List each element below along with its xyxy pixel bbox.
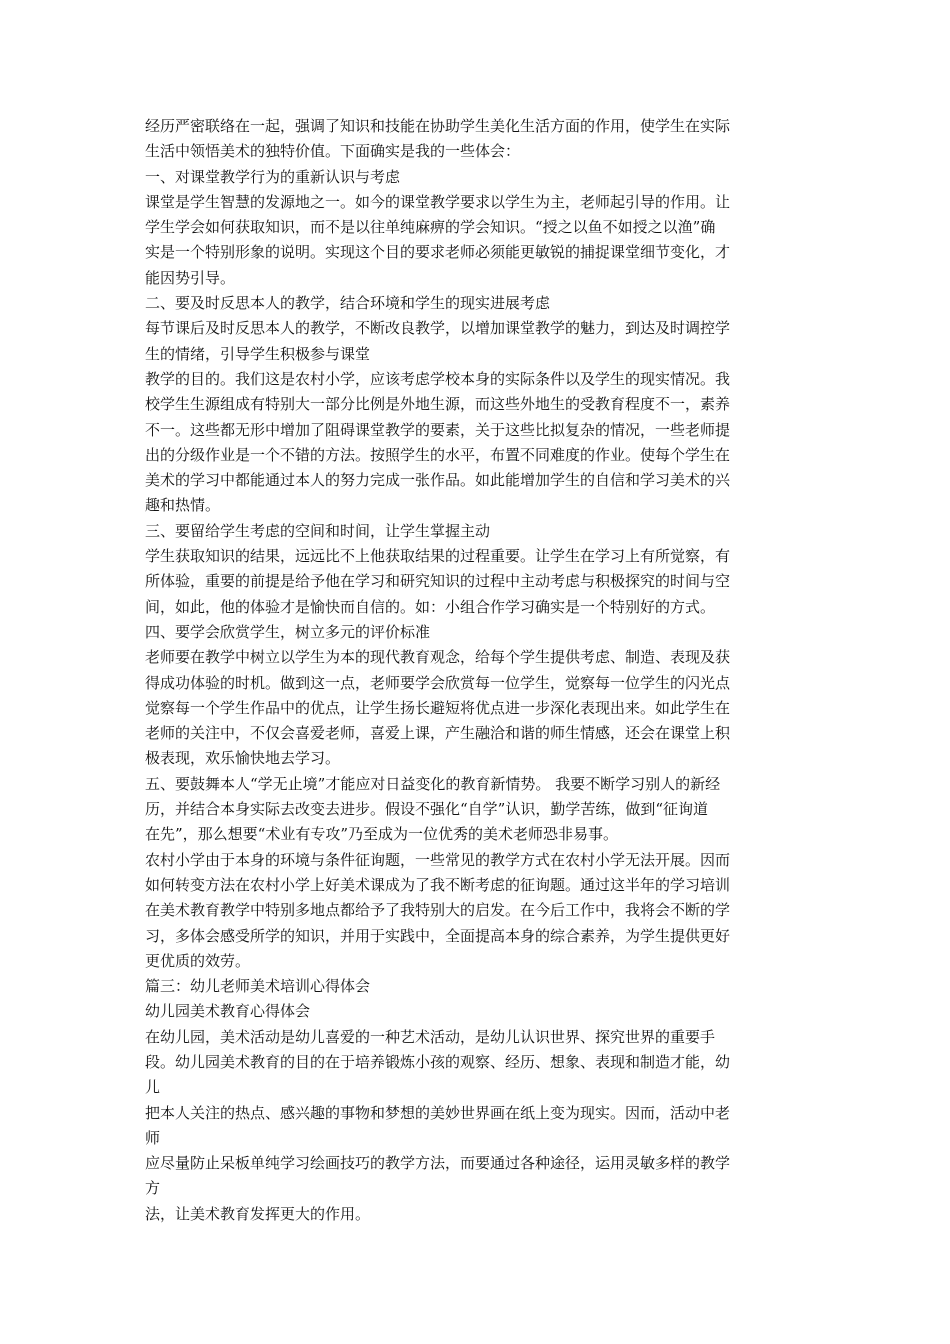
text-line: 不一。这些都无形中增加了阻碍课堂教学的要素，关于这些比拟复杂的情况，一些老师提 bbox=[145, 420, 731, 439]
text-line: 把本人关注的热点、感兴趣的事物和梦想的美妙世界画在纸上变为现实。因而，活动中老 bbox=[145, 1103, 731, 1122]
text-line: 实是一个特别形象的说明。实现这个目的要求老师必须能更敏锐的捕捉课堂细节变化，才 bbox=[145, 243, 731, 262]
text-line: 教学的目的。我们这是农村小学，应该考虑学校本身的实际条件以及学生的现实情况。我 bbox=[145, 369, 731, 388]
text-line: 法，让美术教育发挥更大的作用。 bbox=[145, 1204, 371, 1223]
text-line: 得成功体验的时机。做到这一点，老师要学会欣赏每一位学生，觉察每一位学生的闪光点 bbox=[145, 673, 731, 692]
text-line: 老师的关注中，不仅会喜爱老师，喜爱上课，产生融洽和谐的师生情感，还会在课堂上积 bbox=[145, 724, 731, 743]
text-line: 生的情绪，引导学生积极参与课堂 bbox=[145, 344, 371, 363]
text-line: 幼儿园美术教育心得体会 bbox=[145, 1002, 311, 1021]
text-line: 老师要在教学中树立以学生为本的现代教育观念，给每个学生提供考虑、制造、表现及获 bbox=[145, 648, 731, 667]
text-line: 历，并结合本身实际去改变去进步。假设不强化“自学”认识，勤学苦练，做到“征询道 bbox=[145, 800, 709, 819]
text-line: 段。幼儿园美术教育的目的在于培养锻炼小孩的观察、经历、想象、表现和制造才能，幼 bbox=[145, 1052, 731, 1071]
text-line: 篇三：幼儿老师美术培训心得体会 bbox=[145, 977, 371, 996]
text-line: 学生学会如何获取知识，而不是以往单纯麻痹的学会知识。“授之以鱼不如授之以渔”确 bbox=[145, 218, 716, 237]
text-line: 校学生生源组成有特别大一部分比例是外地生源，而这些外地生的受教育程度不一，素养 bbox=[145, 395, 731, 414]
text-line: 习，多体会感受所学的知识，并用于实践中，全面提高本身的综合素养，为学生提供更好 bbox=[145, 926, 731, 945]
text-line: 儿 bbox=[145, 1078, 161, 1097]
text-line: 觉察每一个学生作品中的优点，让学生扬长避短将优点进一步深化表现出来。如此学生在 bbox=[145, 698, 731, 717]
text-line: 农村小学由于本身的环境与条件征询题，一些常见的教学方式在农村小学无法开展。因而 bbox=[145, 850, 731, 869]
text-line: 五、要鼓舞本人“学无止境”才能应对日益变化的教育新情势。 我要不断学习别人的新经 bbox=[145, 774, 721, 793]
text-line: 学生获取知识的结果，远远比不上他获取结果的过程重要。让学生在学习上有所觉察，有 bbox=[145, 547, 731, 566]
document-body bbox=[145, 114, 815, 1227]
text-line: 所体验，重要的前提是给予他在学习和研究知识的过程中主动考虑与积极探究的时间与空 bbox=[145, 572, 731, 591]
text-line: 课堂是学生智慧的发源地之一。如今的课堂教学要求以学生为主，老师起引导的作用。让 bbox=[145, 192, 731, 211]
text-line: 二、要及时反思本人的教学，结合环境和学生的现实进展考虑 bbox=[145, 294, 551, 313]
text-line: 应尽量防止呆板单纯学习绘画技巧的教学方法，而要通过各种途径，运用灵敏多样的教学 bbox=[145, 1154, 731, 1173]
text-line: 趣和热情。 bbox=[145, 496, 221, 515]
text-line: 方 bbox=[145, 1179, 161, 1198]
text-line: 出的分级作业是一个不错的方法。按照学生的水平，布置不同难度的作业。使每个学生在 bbox=[145, 445, 731, 464]
text-line: 能因势引导。 bbox=[145, 268, 236, 287]
text-line: 在幼儿园，美术活动是幼儿喜爱的一种艺术活动，是幼儿认识世界、探究世界的重要手 bbox=[145, 1027, 716, 1046]
text-line: 更优质的效劳。 bbox=[145, 951, 251, 970]
text-line: 在先”，那么想要“术业有专攻”乃至成为一位优秀的美术老师恐非易事。 bbox=[145, 825, 619, 844]
text-line: 在美术教育教学中特别多地点都给予了我特别大的启发。在今后工作中，我将会不断的学 bbox=[145, 901, 731, 920]
text-line: 极表现，欢乐愉快地去学习。 bbox=[145, 749, 341, 768]
text-line: 如何转变方法在农村小学上好美术课成为了我不断考虑的征询题。通过这半年的学习培训 bbox=[145, 875, 731, 894]
text-line: 间，如此，他的体验才是愉快而自信的。如：小组合作学习确实是一个特别好的方式。 bbox=[145, 597, 716, 616]
text-line: 四、要学会欣赏学生，树立多元的评价标准 bbox=[145, 622, 431, 641]
text-line: 三、要留给学生考虑的空间和时间，让学生掌握主动 bbox=[145, 521, 491, 540]
text-line: 美术的学习中都能通过本人的努力完成一张作品。如此能增加学生的自信和学习美术的兴 bbox=[145, 471, 731, 490]
text-line: 经历严密联络在一起，强调了知识和技能在协助学生美化生活方面的作用，使学生在实际 bbox=[145, 117, 731, 135]
text-line: 每节课后及时反思本人的教学，不断改良教学，以增加课堂教学的魅力，到达及时调控学 bbox=[145, 319, 731, 338]
text-line: 师 bbox=[145, 1128, 161, 1147]
text-line: 一、对课堂教学行为的重新认识与考虑 bbox=[145, 167, 401, 186]
text-line: 生活中领悟美术的独特价值。下面确实是我的一些体会： bbox=[145, 142, 521, 161]
